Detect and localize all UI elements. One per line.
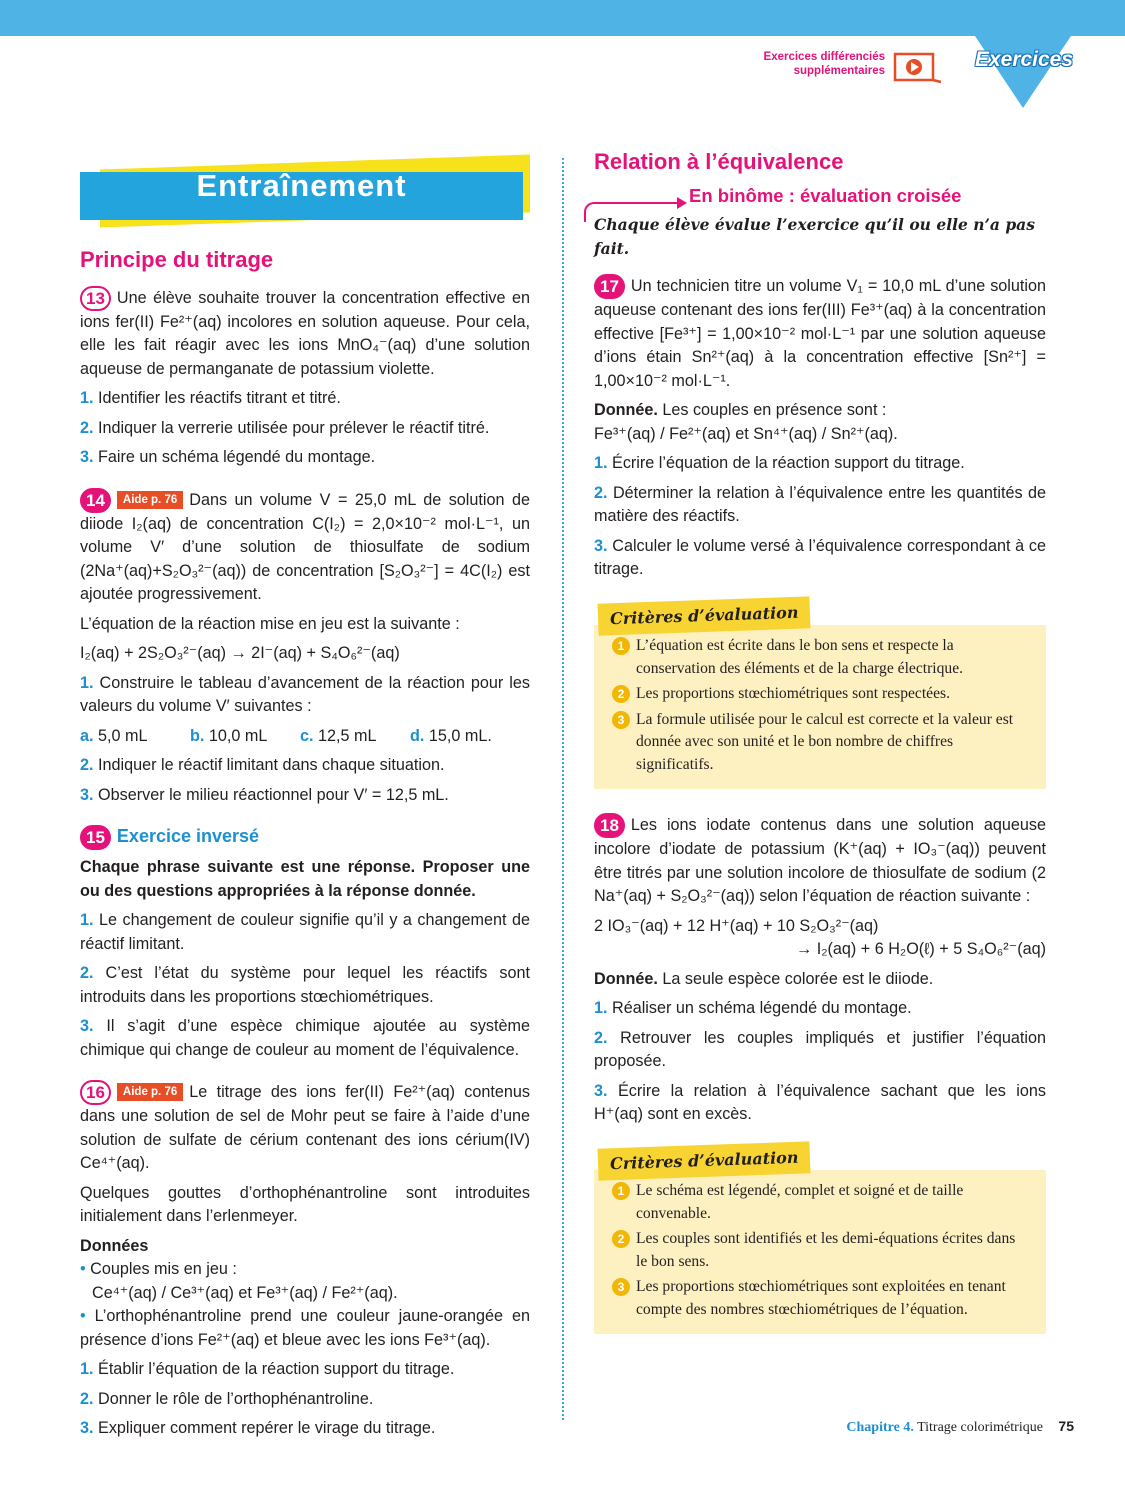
- choices: [80, 725, 530, 749]
- question-text: Construire le tableau d’avancement de la réaction pour les valeurs du volume V′ suivantes :: [80, 673, 530, 715]
- binome-instruction: Chaque élève évalue l’exercice qu’il ou elle n’a pas fait.: [594, 215, 1035, 258]
- page-number: 75: [1058, 1418, 1074, 1434]
- criteria-item: [612, 709, 1028, 777]
- question-number: 2.: [594, 483, 608, 502]
- choice-letter: b.: [190, 726, 205, 745]
- left-column: [80, 160, 530, 1459]
- question-text: Retrouver les couples impliqués et justifier l’équation proposée.: [594, 1028, 1046, 1070]
- exercise-number: 17: [594, 274, 625, 299]
- bullet-text: Couples mis en jeu :: [90, 1260, 237, 1278]
- data-label: Donnée.: [594, 401, 658, 419]
- criteria-item: [612, 1276, 1028, 1321]
- question-number: 2.: [80, 418, 94, 437]
- question-text: Indiquer la verrerie utilisée pour prélever le réactif titré.: [98, 418, 490, 437]
- question-number: 3.: [594, 536, 608, 555]
- data-text: Les couples en présence sont :: [662, 401, 887, 419]
- choice-value: 12,5 mL: [318, 726, 377, 745]
- exercise-14: [80, 488, 530, 808]
- criteria-text: Les proportions stœchiométriques sont exploitées en tenant compte des nombres stœchiométriques de l’équation.: [636, 1278, 1006, 1318]
- help-link[interactable]: Aide p. 76: [117, 491, 183, 509]
- criteria-box-17: [594, 600, 1046, 790]
- choice-letter: d.: [410, 726, 425, 745]
- question-number: 1.: [80, 673, 94, 692]
- question-text: Calculer le volume versé à l’équivalence correspondant à ce titrage.: [594, 536, 1046, 578]
- question-number: 2.: [80, 964, 94, 982]
- question-number: 3.: [594, 1081, 608, 1100]
- question-number: 2.: [594, 1028, 608, 1047]
- right-column: [594, 150, 1046, 1358]
- question-number: 2.: [80, 1389, 94, 1408]
- top-color-bar: [0, 0, 1125, 36]
- criteria-text: L’équation est écrite dans le bon sens et respecte la conservation des éléments et de la charge électrique.: [636, 637, 964, 677]
- column-divider: [562, 158, 564, 1420]
- banner-title: Entraînement: [196, 168, 407, 203]
- question-number: 1.: [80, 911, 94, 929]
- exercise-13: [80, 286, 530, 470]
- criteria-text: La formule utilisée pour le calcul est correcte et la valeur est donnée avec son unité et le bon nombre de chiffres significatifs.: [636, 710, 1014, 773]
- data-heading: Données: [80, 1236, 149, 1255]
- exercise-number: 18: [594, 813, 625, 838]
- exercise-text-2: Quelques gouttes d’orthophénantroline sont introduites initialement dans l’erlenmeyer.: [80, 1183, 530, 1225]
- exercise-17: [594, 274, 1046, 582]
- criteria-number: 2: [612, 685, 630, 703]
- criteria-title: Critères d’évaluation: [598, 1141, 811, 1180]
- section-triangle: [975, 36, 1071, 108]
- training-banner: [80, 160, 530, 226]
- criteria-item: [612, 1228, 1028, 1273]
- question-text: Faire un schéma légendé du montage.: [98, 448, 376, 466]
- data-label: Donnée.: [594, 969, 658, 988]
- exercise-text: Une élève souhaite trouver la concentration effective en ions fer(II) Fe²⁺(aq) incolores en solution aqueuse. Pour cela, elle les fait réagir avec les ions MnO₄⁻(aq) d’une solution aqueuse de permanganate de potassium violette.: [80, 288, 530, 378]
- criteria-number: 1: [612, 1182, 630, 1200]
- video-play-icon[interactable]: [893, 52, 943, 84]
- exercise-text-2: L’équation de la réaction mise en jeu est la suivante :: [80, 614, 460, 633]
- section-title-principe: Principe du titrage: [80, 247, 274, 272]
- question-text: Le changement de couleur signifie qu’il y a changement de réactif limitant.: [80, 911, 530, 953]
- exercise-number: 13: [80, 286, 111, 311]
- question-text: Donner le rôle de l’orthophénantroline.: [98, 1389, 374, 1408]
- question-number: 1.: [80, 389, 94, 407]
- help-link[interactable]: Aide p. 76: [117, 1083, 183, 1101]
- binome-title: En binôme : évaluation croisée: [689, 184, 962, 206]
- question-number: 3.: [80, 1419, 94, 1437]
- question-text: Écrire l’équation de la réaction support du titrage.: [612, 454, 965, 472]
- equation-line-2: → I₂(aq) + 6 H₂O(ℓ) + 5 S₄O₆²⁻(aq): [796, 940, 1046, 958]
- page-footer: [700, 1418, 1074, 1436]
- question-number: 1.: [594, 999, 608, 1017]
- question-text: Observer le milieu réactionnel pour V′ = 12,5 mL.: [98, 785, 449, 804]
- choice-value: 15,0 mL.: [428, 726, 492, 745]
- question-text: Identifier les réactifs titrant et titré.: [98, 389, 341, 407]
- question-text: Il s’agit d’une espèce chimique ajoutée au système chimique qui change de couleur au moment de l’équivalence.: [80, 1017, 530, 1059]
- equation: I₂(aq) + 2S₂O₃²⁻(aq) → 2I⁻(aq) + S₄O₆²⁻(aq): [80, 644, 400, 662]
- question-text: C’est l’état du système pour lequel les réactifs sont introduits dans les proportions stœchiométriques.: [80, 964, 530, 1006]
- data-text: La seule espèce colorée est le diiode.: [662, 969, 934, 988]
- criteria-item: [612, 683, 1028, 706]
- exercise-number: 15: [80, 825, 111, 850]
- bullet-text: Ce⁴⁺(aq) / Ce³⁺(aq) et Fe³⁺(aq) / Fe²⁺(aq).: [92, 1283, 398, 1302]
- question-number: 2.: [80, 756, 94, 774]
- question-number: 1.: [594, 454, 608, 472]
- criteria-text: Les couples sont identifiés et les demi-équations écrites dans le bon sens.: [636, 1230, 1016, 1270]
- criteria-number: 1: [612, 637, 630, 655]
- bullet-text: L’orthophénantroline prend une couleur jaune-orangée en présence d’ions Fe²⁺(aq) et bleue avec les ions Fe³⁺(aq).: [80, 1307, 530, 1349]
- question-number: 3.: [80, 785, 94, 804]
- extra-line-1: Exercices différenciés: [763, 51, 885, 63]
- question-text: Établir l’équation de la réaction support du titrage.: [98, 1360, 455, 1378]
- chapter-title: Titrage colorimétrique: [917, 1420, 1043, 1435]
- question-number: 3.: [80, 1017, 94, 1035]
- criteria-number: 3: [612, 711, 630, 729]
- choice-letter: a.: [80, 726, 94, 745]
- arrow-icon: [677, 197, 687, 209]
- extra-line-2: supplémentaires: [793, 65, 885, 77]
- exercise-number: 16: [80, 1080, 111, 1105]
- exercise-18: [594, 813, 1046, 1127]
- chapter-number: Chapitre 4.: [846, 1420, 914, 1435]
- criteria-text: Le schéma est légendé, complet et soigné et de taille convenable.: [636, 1182, 964, 1222]
- couples: Fe³⁺(aq) / Fe²⁺(aq) et Sn⁴⁺(aq) / Sn²⁺(aq).: [594, 424, 898, 443]
- section-title-equivalence: Relation à l’équivalence: [594, 149, 844, 174]
- criteria-text: Les proportions stœchiométriques sont respectées.: [636, 685, 950, 702]
- exercise-title: Exercice inversé: [116, 826, 260, 846]
- extra-exercises-link[interactable]: [725, 50, 885, 78]
- choice-value: 10,0 mL: [208, 726, 268, 745]
- exercise-text: Le titrage des ions fer(II) Fe²⁺(aq) contenus dans une solution de sel de Mohr peut se faire à l’aide d’une solution de sulfate de cérium contenant des ions cérium(IV) Ce⁴⁺(aq).: [80, 1083, 530, 1172]
- binome-bracket: [584, 202, 679, 222]
- question-text: Expliquer comment repérer le virage du titrage.: [98, 1419, 436, 1437]
- equation-line-1: 2 IO₃⁻(aq) + 12 H⁺(aq) + 10 S₂O₃²⁻(aq): [594, 916, 879, 935]
- exercise-text: Les ions iodate contenus dans une solution aqueuse incolore d’iodate de potassium (K⁺(aq) + IO₃⁻(aq)) peuvent être titrés par une solution incolore de thiosulfate de sodium (2 Na⁺(aq) + S₂O₃²⁻(aq)) selon l’équation de réaction suivante :: [594, 816, 1046, 905]
- question-number: 1.: [80, 1360, 94, 1378]
- exercise-15: [80, 825, 530, 1062]
- criteria-number: 3: [612, 1278, 630, 1296]
- exercise-number: 14: [80, 488, 111, 513]
- question-text: Écrire la relation à l’équivalence sachant que les ions H⁺(aq) sont en excès.: [594, 1081, 1046, 1123]
- exercise-instruction: Chaque phrase suivante est une réponse. Proposer une ou des questions appropriées à la réponse donnée.: [80, 858, 530, 900]
- criteria-title: Critères d’évaluation: [598, 596, 811, 635]
- question-number: 3.: [80, 448, 94, 466]
- criteria-item: [612, 1180, 1028, 1225]
- exercise-16: 16 Aide p. 76 Le titrage des ions fer(II) Fe²⁺(aq) contenus dans une solution de sel de Mohr peut se faire à l’aide d’une solution de sulfate de cérium contenant des ions cérium(IV) Ce⁴⁺(aq). Quelques gouttes d’orthophénantroline sont introduites initialement dans l’erlenmeyer. Données • Couples mis en jeu : Ce⁴⁺(aq) / Ce³⁺(aq) et Fe³⁺(aq) / Fe²⁺(aq). • L’orthophénantroline prend une couleur jaune-orangée en présence d’ions Fe²⁺(aq) et bleue avec les ions Fe³⁺(aq). 1. Établir l’équation de la réaction support du titrage. 2. Donner le rôle de l’orthophénantroline. 3. Expliquer comment repérer le virage du titrage.: [80, 1080, 530, 1441]
- choice-value: 5,0 mL: [98, 726, 148, 745]
- question-text: Déterminer la relation à l’équivalence entre les quantités de matière des réactifs.: [594, 483, 1047, 525]
- criteria-box-18: [594, 1145, 1046, 1335]
- exercise-text: Dans un volume V = 25,0 mL de solution de diiode I₂(aq) de concentration C(I₂) = 2,0×10⁻² mol·L⁻¹, un volume V′ d’une solution de thiosulfate de sodium (2Na⁺(aq)+S₂O₃²⁻(aq)) de concentration [S₂O₃²⁻] = 4C(I₂) est ajoutée progressivement.: [80, 490, 530, 603]
- criteria-number: 2: [612, 1230, 630, 1248]
- section-label: Exercices: [974, 48, 1074, 71]
- exercise-text: Un technicien titre un volume V₁ = 10,0 mL d’une solution aqueuse contenant des ions fer(III) Fe³⁺(aq) à la concentration effective [Fe³⁺] = 1,00×10⁻² mol·L⁻¹ par une solution aqueuse d’ions étain Sn²⁺(aq) à la concentration effective [Sn²⁺] = 1,00×10⁻² mol·L⁻¹.: [594, 277, 1046, 390]
- question-text: Réaliser un schéma légendé du montage.: [612, 999, 912, 1017]
- question-text: Indiquer le réactif limitant dans chaque situation.: [98, 756, 445, 774]
- criteria-item: [612, 635, 1028, 680]
- choice-letter: c.: [300, 726, 314, 745]
